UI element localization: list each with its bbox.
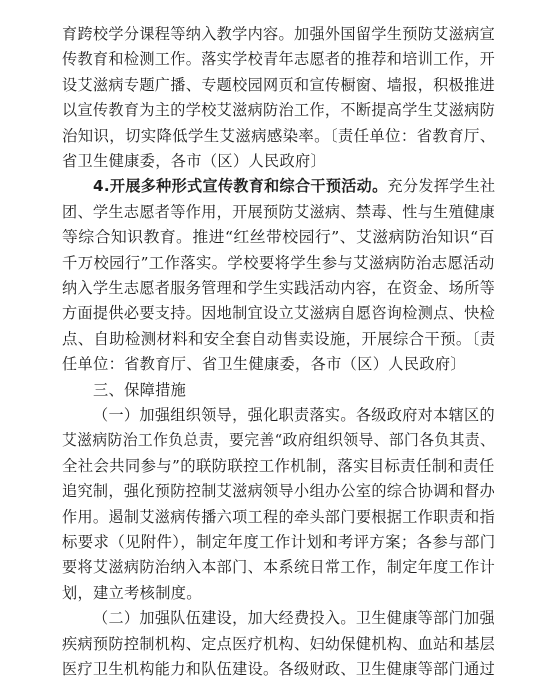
text-line [93, 380, 186, 400]
body-text: 全社会共同参与”的联防联控工作机制，落实目标责任制和责任 [62, 456, 495, 475]
text-line [62, 278, 495, 298]
text-line [62, 227, 495, 247]
body-text: 传教育和检测工作。落实学校青年志愿者的推荐和培训工作，开 [62, 50, 496, 69]
bold-heading-text: 4.开展多种形式宣传教育和综合干预活动。 [93, 177, 388, 196]
text-line [62, 481, 495, 501]
body-text: 方面提供必要支持。因地制宜设立艾滋病自愿咨询检测点、快检 [62, 304, 496, 323]
body-text: 治知识，切实降低学生艾滋病感染率。〔责任单位：省教育厅、 [62, 126, 496, 145]
text-line [62, 456, 495, 476]
body-text: 要将艾滋病防治纳入本部门、本系统日常工作，制定年度工作计 [62, 558, 496, 577]
body-text: 设艾滋病专题广播、专题校园网页和宣传橱窗、墙报，积极推进 [62, 75, 496, 94]
text-line [62, 557, 495, 577]
text-line [62, 49, 495, 69]
text-line [62, 253, 495, 273]
body-text: 三、保障措施 [93, 380, 187, 399]
text-line [62, 532, 495, 552]
body-text: 等综合知识教育。推进“红丝带校园行”、艾滋病防治知识“百 [62, 228, 495, 247]
body-text: 划，建立考核制度。 [62, 583, 202, 602]
text-line [62, 329, 495, 349]
body-text: 医疗卫生机构能力和队伍建设。各级财政、卫生健康等部门通过 [62, 660, 496, 678]
body-text: 省卫生健康委，各市（区）人民政府〕 [62, 152, 327, 170]
text-line [62, 507, 495, 527]
body-text: （一）加强组织领导，强化职责落实。各级政府对本辖区的 [93, 406, 495, 424]
body-text: 纳入学生志愿者服务管理和学生实践活动内容，在资金、场所等 [62, 279, 496, 297]
text-line [93, 176, 495, 196]
text-line [62, 100, 495, 120]
text-line [93, 608, 495, 628]
body-text: 充分发挥学生社 [387, 177, 496, 196]
body-text: 追究制，强化预防控制艾滋病领导小组办公室的综合协调和督办 [62, 482, 496, 501]
body-text: 以宣传教育为主的学校艾滋病防治工作，不断提高学生艾滋病防 [62, 101, 496, 120]
text-line [93, 405, 495, 425]
body-text: 任单位：省教育厅、省卫生健康委，各市（区）人民政府〕 [62, 355, 466, 374]
text-line [62, 354, 466, 374]
text-line [62, 24, 495, 44]
text-line [62, 583, 202, 603]
text-line [62, 126, 495, 146]
text-line [62, 75, 495, 95]
body-text: （二）加强队伍建设，加大经费投入。卫生健康等部门加强 [93, 609, 495, 628]
body-text: 标要求（见附件），制定年度工作计划和考评方案；各参与部门 [62, 533, 496, 551]
body-text: 育跨校学分课程等纳入教学内容。加强外国留学生预防艾滋病宣 [62, 25, 496, 43]
text-line [62, 303, 495, 323]
body-text: 疾病预防控制机构、定点医疗机构、妇幼保健机构、血站和基层 [62, 634, 496, 653]
text-line [62, 430, 495, 450]
text-line [62, 202, 495, 222]
body-text: 千万校园行”工作落实。学校要将学生参与艾滋病防治志愿活动 [62, 253, 495, 272]
body-text: 艾滋病防治工作负总责，要完善“政府组织领导、部门各负其责、 [62, 431, 496, 450]
body-text: 点、自助检测材料和安全套自动售卖设施，开展综合干预。〔责 [62, 329, 496, 348]
text-line [62, 151, 326, 171]
body-text: 团、学生志愿者等作用，开展预防艾滋病、禁毒、性与生殖健康 [62, 202, 496, 221]
text-line [62, 634, 495, 654]
text-line [62, 659, 495, 679]
body-text: 作用。遏制艾滋病传播六项工程的牵头部门要根据工作职责和指 [62, 507, 496, 526]
